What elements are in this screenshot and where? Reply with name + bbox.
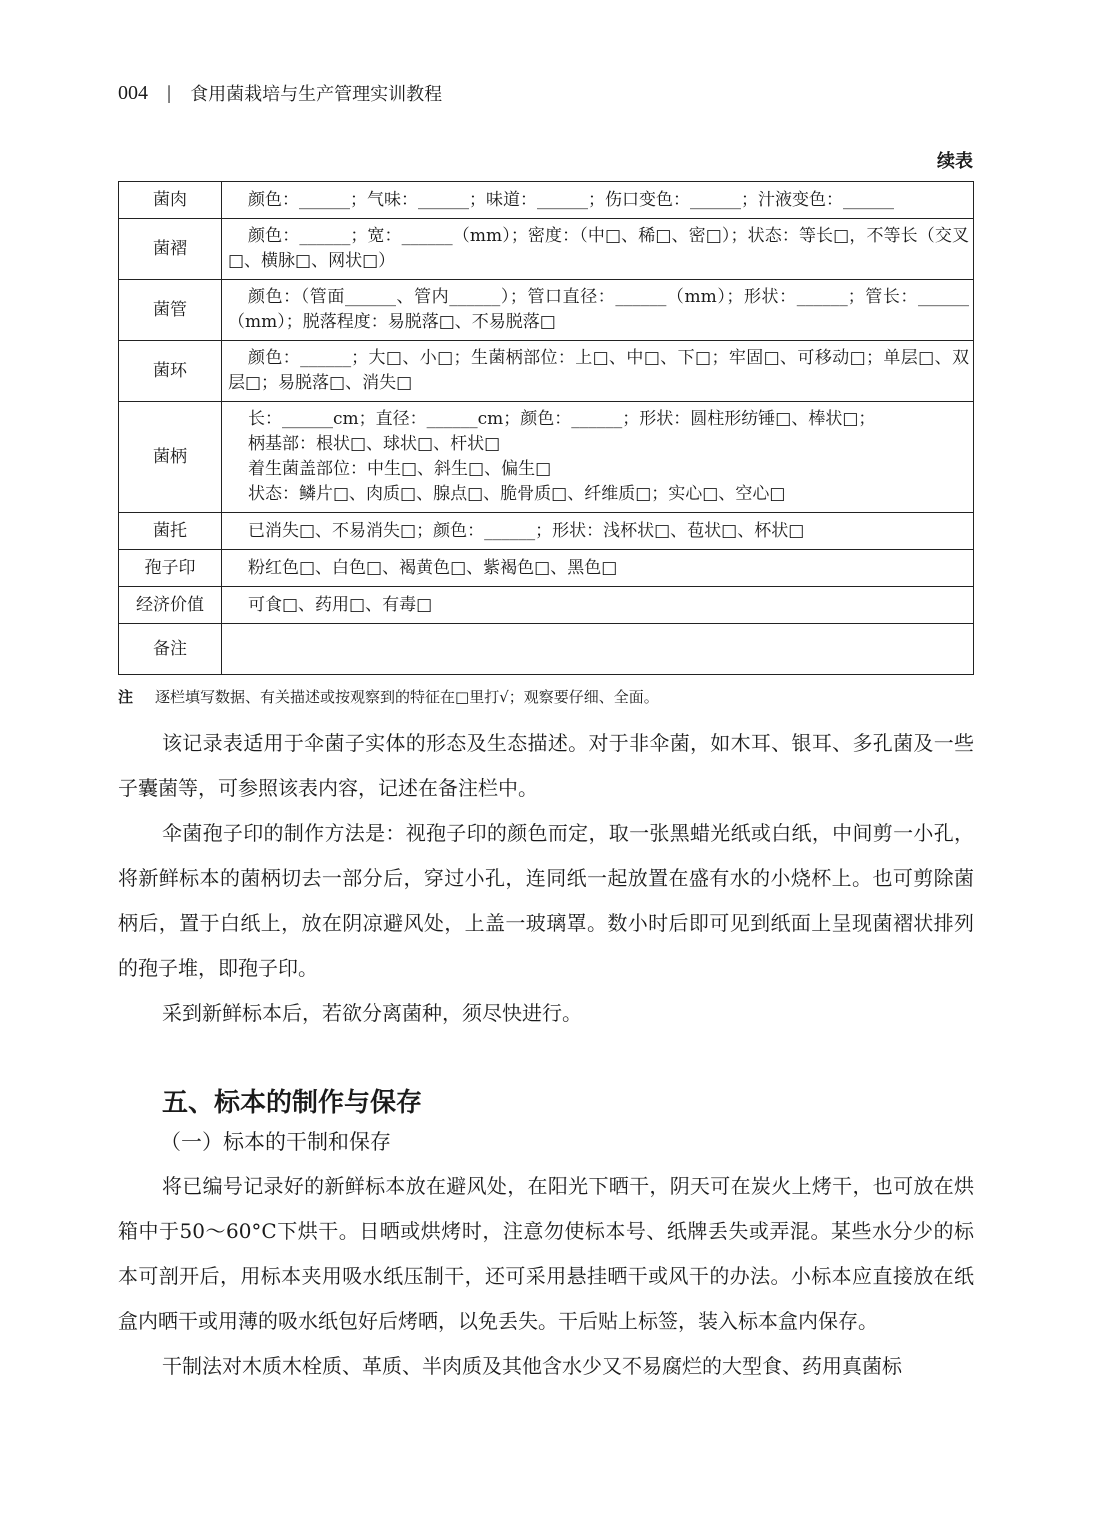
row-value — [222, 280, 974, 341]
subsection-heading: （一）标本的干制和保存 — [160, 1130, 391, 1154]
specimen-record-table — [118, 181, 974, 675]
row-value-line: 已消失□、不易消失□；颜色：______；形状：浅杯状□、苞状□、杯状□ — [248, 520, 805, 541]
table-row — [119, 513, 974, 550]
row-value — [222, 402, 974, 513]
book-title: 食用菌栽培与生产管理实训教程 — [190, 84, 443, 105]
table-row — [119, 587, 974, 624]
paragraph: 采到新鲜标本后，若欲分离菌种，须尽快进行。 — [162, 1001, 582, 1025]
note-tag: 注 — [118, 688, 134, 706]
row-label: 菌柄 — [119, 402, 222, 513]
row-value — [222, 550, 974, 587]
row-label: 菌托 — [119, 513, 222, 550]
header-separator: | — [166, 82, 173, 104]
row-value-line: 粉红色□、白色□、褐黄色□、紫褐色□、黑色□ — [248, 557, 618, 578]
row-label: 菌环 — [119, 341, 222, 402]
row-value — [222, 513, 974, 550]
table-note — [118, 686, 659, 707]
row-value-line: 状态：鳞片□、肉质□、腺点□、脆骨质□、纤维质□；实心□、空心□ — [248, 484, 786, 504]
note-text: 逐栏填写数据、有关描述或按观察到的特征在□里打√；观察要仔细、全面。 — [155, 688, 659, 706]
table-row — [119, 550, 974, 587]
paragraph: 将已编号记录好的新鲜标本放在避风处，在阳光下晒干，阴天可在炭火上烤干，也可放在烘箱中于50～60°C下烘干。日晒或烘烤时，注意勿使标本号、纸牌丢失或弄混。某些水分少的标本可剖开后，用标本夹用吸水纸压制干，还可采用悬挂晒干或风干的办法。小标本应直接放在纸盒内晒干或用薄的吸水纸包好后烤晒，以免丢失。干后贴上标签，装入标本盒内保存。 — [118, 1174, 974, 1333]
table-row — [119, 219, 974, 280]
section-heading: 五、标本的制作与保存 — [162, 1088, 423, 1118]
table-row — [119, 624, 974, 675]
row-value-line: 柄基部：根状□、球状□、杆状□ — [248, 434, 501, 454]
paragraph: 干制法对木质木栓质、革质、半肉质及其他含水少又不易腐烂的大型食、药用真菌标 — [162, 1354, 902, 1378]
row-value-line: 颜色：______；宽：______（mm）；密度：（中□、稀□、密□）；状态：等长□，不等长（交叉□、横脉□、网状□） — [228, 226, 969, 271]
table-row — [119, 402, 974, 513]
row-value — [222, 341, 974, 402]
paragraph: 该记录表适用于伞菌子实体的形态及生态描述。对于非伞菌，如木耳、银耳、多孔菌及一些子囊菌等，可参照该表内容，记述在备注栏中。 — [118, 731, 974, 800]
paragraph: 伞菌孢子印的制作方法是：视孢子印的颜色而定，取一张黑蜡光纸或白纸，中间剪一小孔，将新鲜标本的菌柄切去一部分后，穿过小孔，连同纸一起放置在盛有水的小烧杯上。也可剪除菌柄后，置于白纸上，放在阴凉避风处，上盖一玻璃罩。数小时后即可见到纸面上呈现菌褶状排列的孢子堆，即孢子印。 — [118, 821, 974, 980]
row-value-line: 颜色：（管面______、管内______）；管口直径：______（mm）；形状：______；管长：______（mm）；脱落程度：易脱落□、不易脱落□ — [228, 287, 969, 332]
table-continued-label: 续表 — [937, 151, 973, 172]
row-value — [222, 587, 974, 624]
table-row — [119, 341, 974, 402]
body-text-b — [118, 1164, 974, 1389]
row-value-line: 长：______cm；直径：______cm；颜色：______；形状：圆柱形纺锤□、棒状□； — [248, 409, 876, 429]
row-label: 经济价值 — [119, 587, 222, 624]
row-value — [222, 182, 974, 219]
row-value — [222, 624, 974, 675]
row-value-line: 着生菌盖部位：中生□、斜生□、偏生□ — [248, 459, 552, 479]
row-label: 备注 — [119, 624, 222, 675]
page-number: 004 — [118, 81, 148, 104]
table-row — [119, 280, 974, 341]
row-label: 菌肉 — [119, 182, 222, 219]
row-value-line: 颜色：______；大□、小□；生菌柄部位：上□、中□、下□；牢固□、可移动□；单层□、双层□；易脱落□、消失□ — [228, 348, 969, 393]
table-row — [119, 182, 974, 219]
body-text-a — [118, 721, 974, 1036]
row-value-line: 可食□、药用□、有毒□ — [248, 594, 433, 615]
page-header — [118, 80, 442, 106]
row-value — [222, 219, 974, 280]
row-label: 孢子印 — [119, 550, 222, 587]
row-value-line: 颜色：______；气味：______；味道：______；伤口变色：______；汁液变色：______ — [248, 189, 894, 210]
row-label: 菌褶 — [119, 219, 222, 280]
row-label: 菌管 — [119, 280, 222, 341]
